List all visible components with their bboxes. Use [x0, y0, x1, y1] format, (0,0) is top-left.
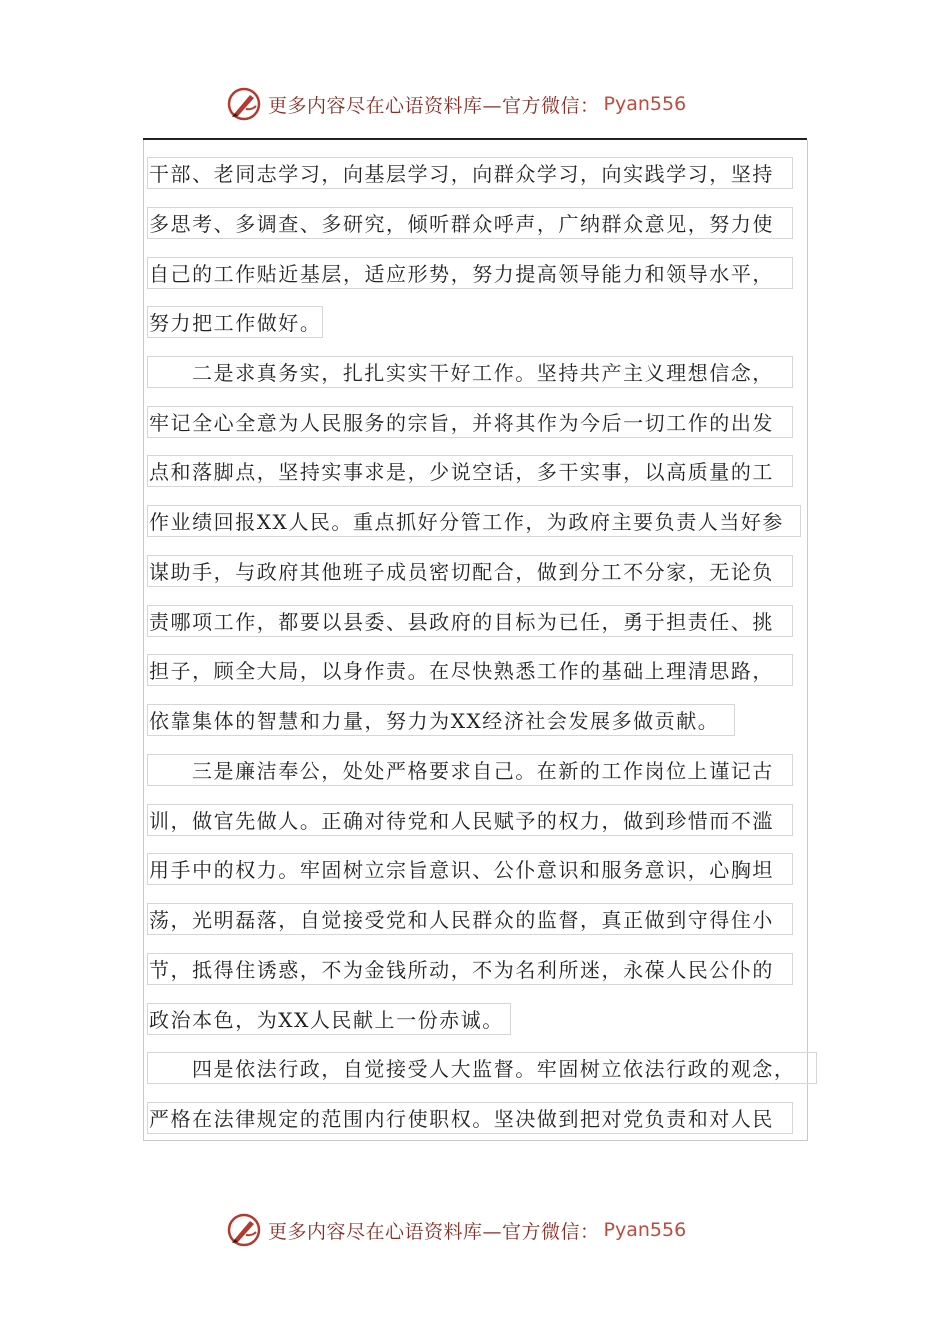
text-line: 节，抵得住诱惑，不为金钱所动，不为名利所迷，永葆人民公仆的	[147, 953, 793, 985]
text-line: 作业绩回报XX人民。重点抓好分管工作，为政府主要负责人当好参	[147, 505, 801, 537]
text-line: 自己的工作贴近基层，适应形势，努力提高领导能力和领导水平，	[147, 257, 793, 289]
text-line: 四是依法行政，自觉接受人大监督。牢固树立依法行政的观念，	[147, 1052, 817, 1084]
text-line: 责哪项工作，都要以县委、县政府的目标为已任，勇于担责任、挑	[147, 605, 793, 637]
text-line: 谋助手，与政府其他班子成员密切配合，做到分工不分家，无论负	[147, 555, 793, 587]
text-line: 二是求真务实，扎扎实实干好工作。坚持共产主义理想信念，	[147, 356, 793, 388]
text-line: 依靠集体的智慧和力量，努力为XX经济社会发展多做贡献。	[147, 704, 735, 736]
text-line: 三是廉洁奉公，处处严格要求自己。在新的工作岗位上谨记古	[147, 754, 793, 786]
pen-logo-icon	[226, 1212, 262, 1248]
watermark-text: 更多内容尽在心语资料库—官方微信：	[268, 1220, 600, 1243]
text-line: 政治本色，为XX人民献上一份赤诚。	[147, 1003, 511, 1035]
footer-watermark	[0, 1210, 950, 1250]
text-line: 用手中的权力。牢固树立宗旨意识、公仆意识和服务意识，心胸坦	[147, 853, 793, 885]
header-watermark	[0, 84, 950, 124]
text-line: 严格在法律规定的范围内行使职权。坚决做到把对党负责和对人民	[147, 1102, 793, 1134]
text-line: 努力把工作做好。	[147, 306, 323, 338]
watermark-id: Pyan556	[603, 1219, 687, 1241]
text-line: 荡，光明磊落，自觉接受党和人民群众的监督，真正做到守得住小	[147, 903, 793, 935]
text-line: 担子，顾全大局，以身作责。在尽快熟悉工作的基础上理清思路，	[147, 654, 793, 686]
text-line: 多思考、多调查、多研究，倾听群众呼声，广纳群众意见，努力使	[147, 207, 793, 239]
text-line: 干部、老同志学习，向基层学习，向群众学习，向实践学习，坚持	[147, 157, 793, 189]
text-line: 点和落脚点，坚持实事求是，少说空话，多干实事，以高质量的工	[147, 455, 793, 487]
watermark-text: 更多内容尽在心语资料库—官方微信：	[268, 94, 600, 117]
page-frame	[143, 140, 808, 1141]
watermark-id: Pyan556	[603, 93, 687, 115]
pen-logo-icon	[226, 86, 262, 122]
text-line: 训，做官先做人。正确对待党和人民赋予的权力，做到珍惜而不滥	[147, 804, 793, 836]
text-line: 牢记全心全意为人民服务的宗旨，并将其作为今后一切工作的出发	[147, 406, 793, 438]
